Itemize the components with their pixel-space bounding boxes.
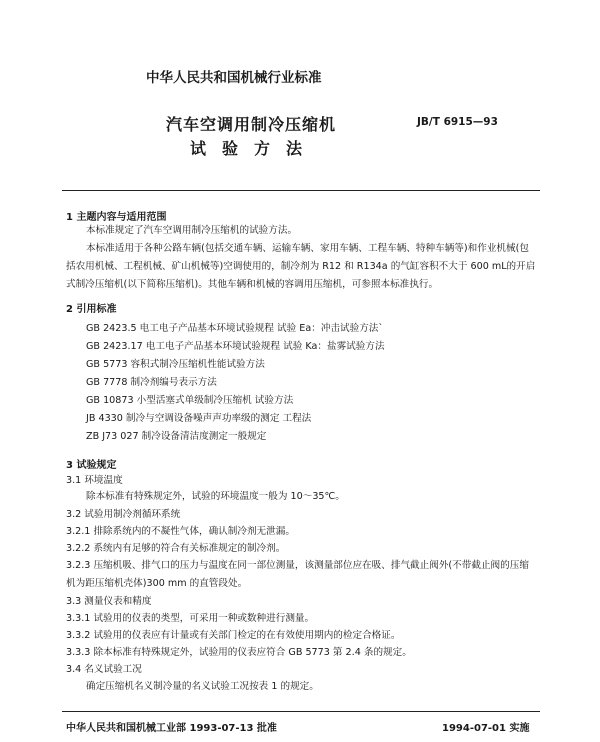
section-1-paragraph-1: 本标准规定了汽车空调用制冷压缩机的试验方法。 (86, 225, 298, 236)
section-3-3-heading: 3.3 测量仪表和精度 (66, 596, 152, 607)
section-3-4-text: 确定压缩机名义制冷量的名义试验工况按表 1 的规定。 (86, 681, 319, 692)
header-rule (62, 190, 540, 191)
standard-code: JB/T 6915—93 (417, 116, 498, 128)
section-3-3-3: 3.3.3 除本标准有特殊规定外，试验用的仪表应符合 GB 5773 第 2.4 条的规定。 (66, 647, 412, 658)
section-3-1-heading: 3.1 环境温度 (66, 475, 123, 486)
section-1-paragraph-2: 本标准适用于各种公路车辆(包括交通车辆、运输车辆、家用车辆、工程车辆、特种车辆等)和作业机械(包括农用机械、工程机械、矿山机械等)空调使用的，制冷剂为 R12 和 R134a 的气缸容积不大于 600 mL的开启式制冷压缩机(以下简称压缩机)。其他车辆和机械的容调用压缩机，可参照本标准执行。 (66, 243, 536, 290)
reference-item: GB 7778 制冷剂编号表示方法 (86, 377, 217, 388)
section-3-4-heading: 3.4 名义试验工况 (66, 664, 142, 675)
document-subtitle: 试验方法 (190, 139, 319, 158)
section-3-2-1: 3.2.1 排除系统内的不凝性气体，确认制冷剂无泄漏。 (66, 526, 295, 537)
standard-org-header: 中华人民共和国机械行业标准 (146, 70, 322, 86)
section-2-heading: 2 引用标准 (66, 304, 117, 315)
reference-item: GB 2423.17 电工电子产品基本环境试验规程 试验 Ka：盐雾试验方法 (86, 341, 385, 352)
document-title: 汽车空调用制冷压缩机 (166, 115, 337, 134)
section-3-heading: 3 试验规定 (66, 460, 117, 471)
section-3-2-3: 3.2.3 压缩机吸、排气口的压力与温度在同一部位测量，该测量部位应在吸、排气截止阀外(不带截止阀的压缩机为距压缩机壳体)300 mm 的直管段处。 (66, 560, 529, 589)
reference-item: GB 2423.5 电工电子产品基本环境试验规程 试验 Ea：冲击试验方法` (86, 323, 384, 334)
implementation-date: 1994-07-01 实施 (442, 723, 530, 734)
approval-line: 中华人民共和国机械工业部 1993-07-13 批准 (66, 723, 277, 734)
section-3-3-2: 3.3.2 试验用的仪表应有计量或有关部门检定的在有效使用期内的检定合格证。 (66, 630, 401, 641)
section-3-2-2: 3.2.2 系统内有足够的符合有关标准规定的制冷剂。 (66, 543, 286, 554)
section-1-heading: 1 主题内容与适用范围 (66, 212, 167, 223)
section-3-3-1: 3.3.1 试验用的仪表的类型，可采用一种或数种进行测量。 (66, 613, 315, 624)
section-3-2-heading: 3.2 试验用制冷剂循环系统 (66, 509, 181, 520)
reference-item: GB 5773 容积式制冷压缩机性能试验方法 (86, 359, 265, 370)
footer-rule (62, 711, 540, 712)
reference-item: ZB J73 027 制冷设备清洁度测定一般规定 (86, 431, 267, 442)
reference-item: JB 4330 制冷与空调设备噪声声功率级的测定 工程法 (86, 413, 312, 424)
section-3-1-text: 除本标准有特殊规定外，试验的环境温度一般为 10～35℃。 (86, 491, 345, 502)
reference-item: GB 10873 小型活塞式单级制冷压缩机 试验方法 (86, 395, 294, 406)
